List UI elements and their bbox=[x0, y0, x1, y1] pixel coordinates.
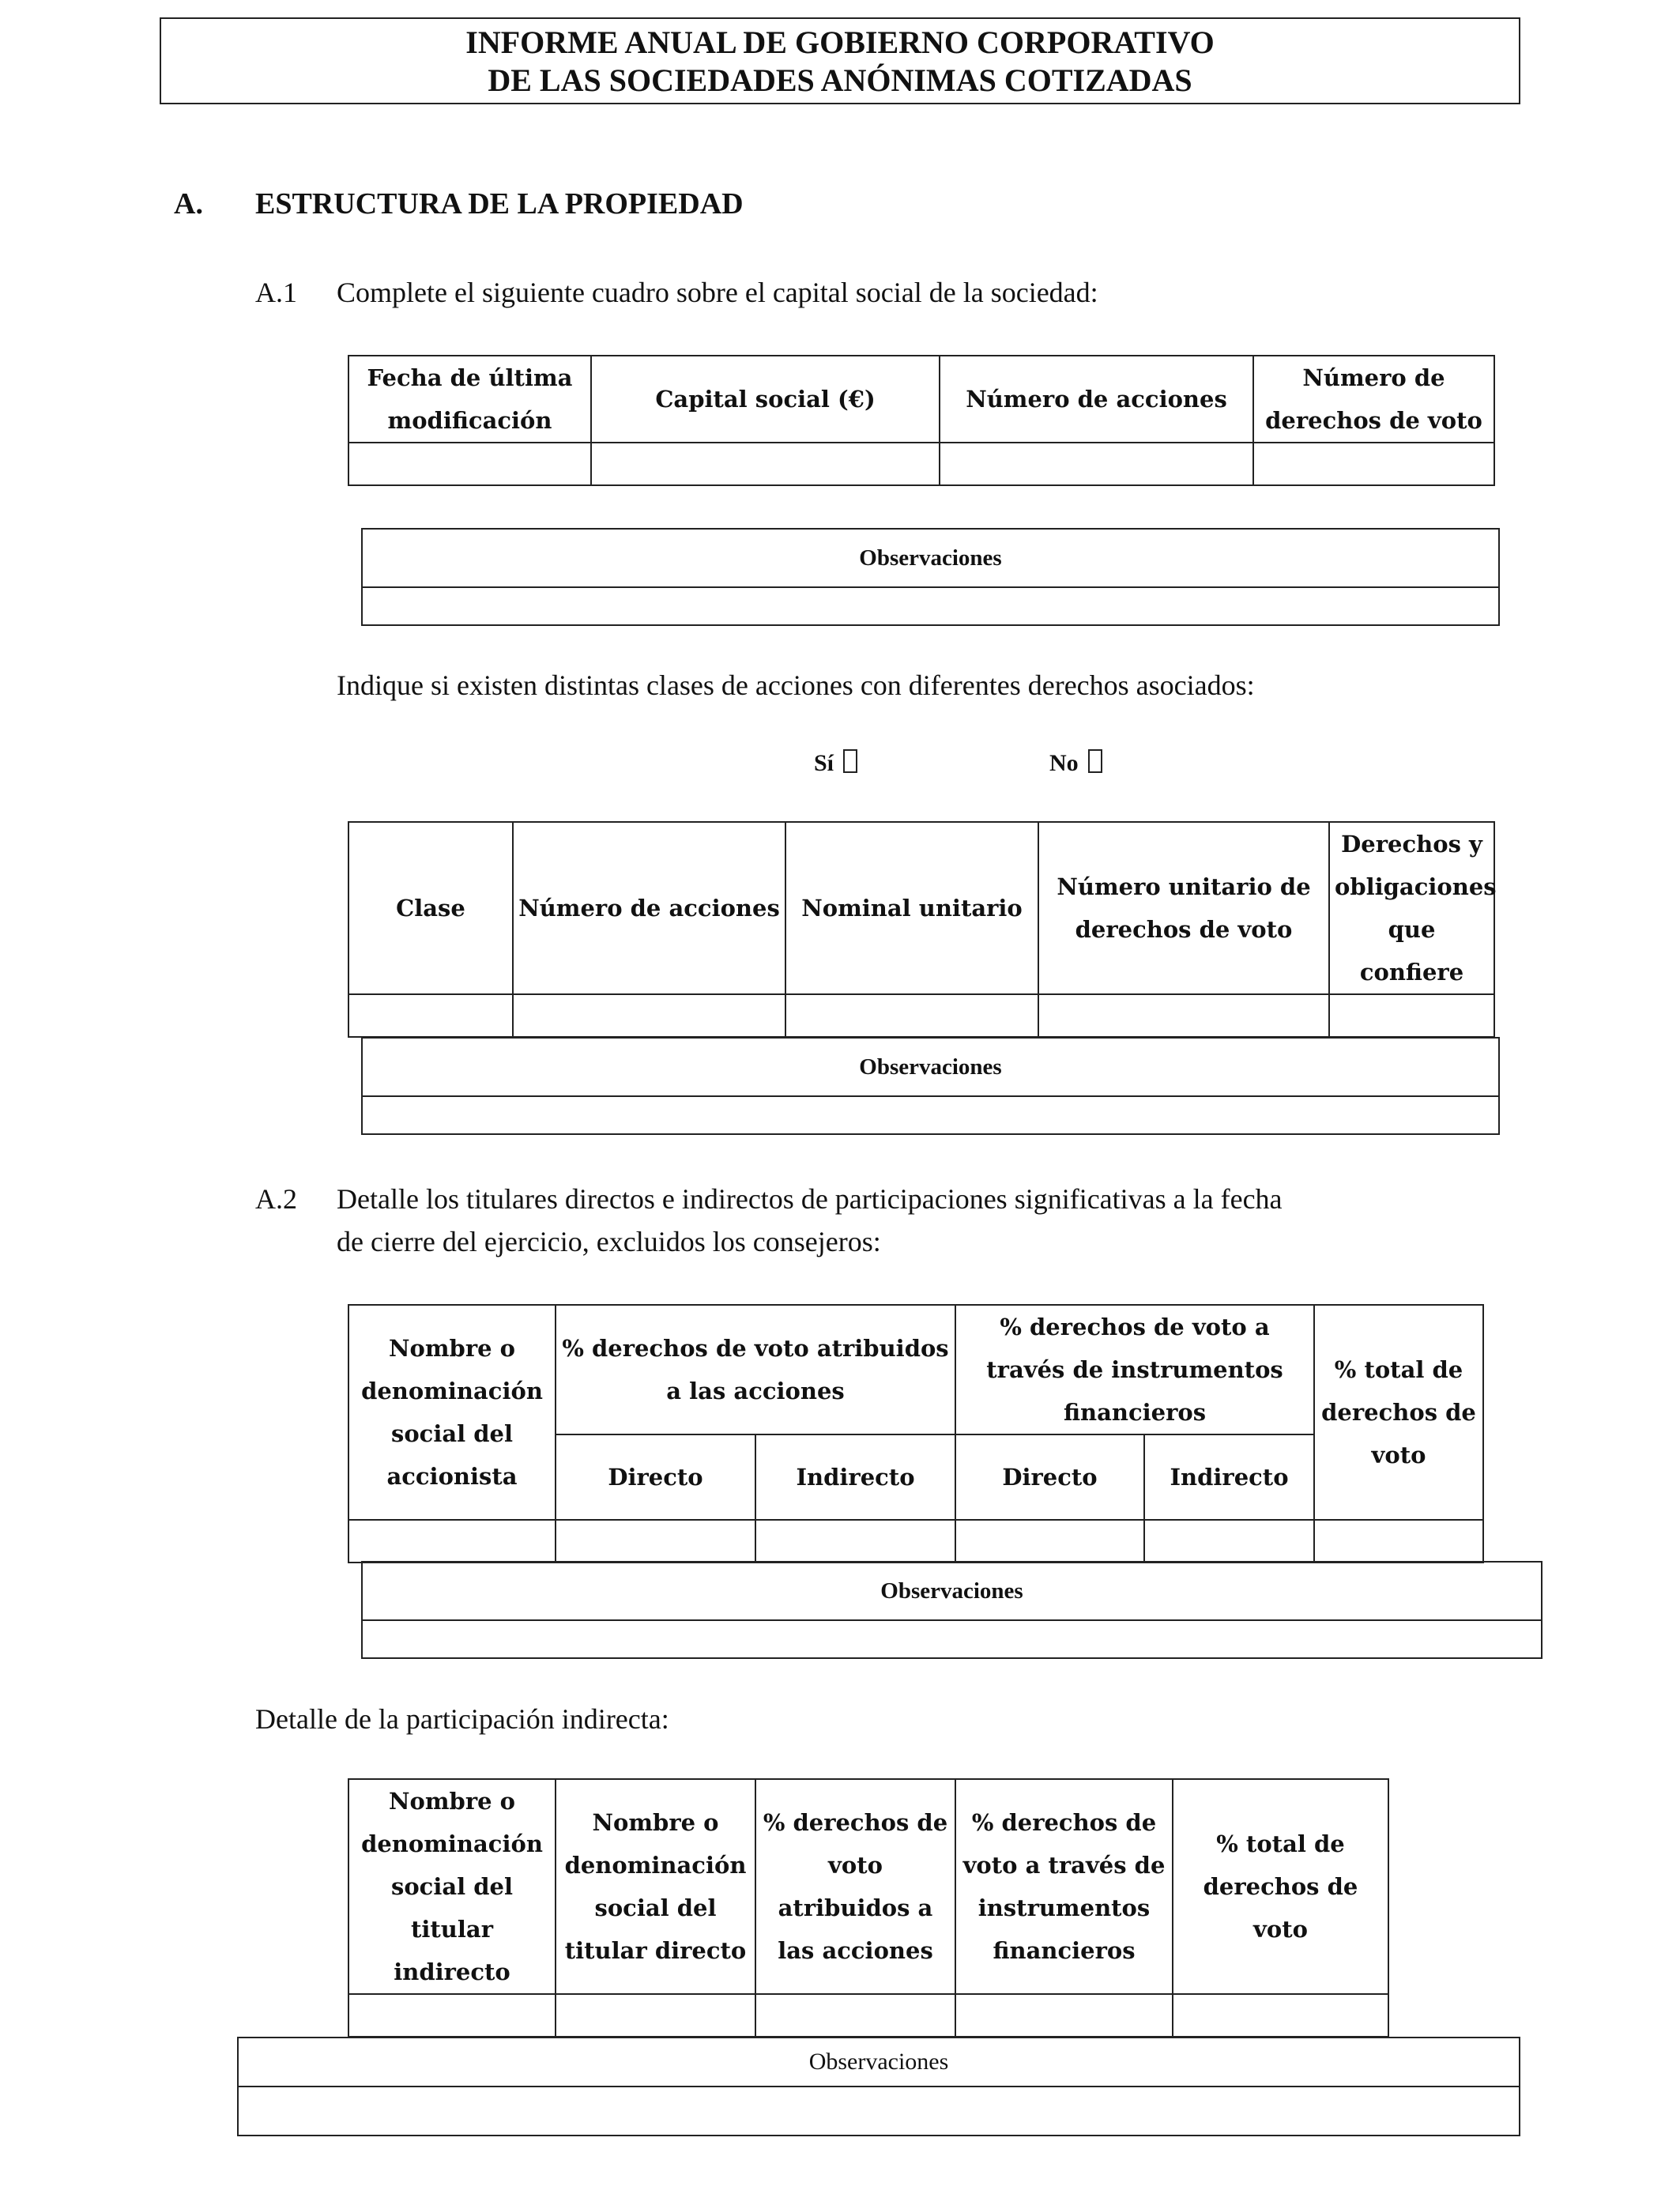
report-title-line1: INFORME ANUAL DE GOBIERNO CORPORATIVO bbox=[465, 25, 1215, 60]
a2-instruction-line2: de cierre del ejercicio, excluidos los consejeros: bbox=[337, 1226, 881, 1257]
indirect-participation-heading: Detalle de la participación indirecta: bbox=[255, 1703, 669, 1735]
classes-col-nominal: Nominal unitario bbox=[785, 822, 1038, 994]
capital-cell-date[interactable] bbox=[348, 443, 591, 485]
classes-cell-nominal[interactable] bbox=[785, 994, 1038, 1037]
indirect-cell-direct-holder[interactable] bbox=[556, 1994, 755, 2037]
observaciones-label: Observaciones bbox=[362, 1038, 1499, 1096]
indirect-col-instruments: % derechos de voto a través de instrumentos financieros bbox=[955, 1779, 1173, 1994]
holdings-col-name: Nombre o denominación social del accionista bbox=[348, 1305, 556, 1520]
capital-col-shares: Número de acciones bbox=[940, 356, 1253, 443]
classes-col-class: Clase bbox=[348, 822, 513, 994]
observaciones-field[interactable] bbox=[362, 587, 1499, 625]
capital-col-votes: Número de derechos de voto bbox=[1253, 356, 1494, 443]
classes-cell-shares[interactable] bbox=[513, 994, 785, 1037]
capital-cell-votes[interactable] bbox=[1253, 443, 1494, 485]
holdings-col-instruments-group: % derechos de voto a través de instrumentos financieros bbox=[955, 1305, 1314, 1434]
holdings-col-instr-direct: Directo bbox=[955, 1434, 1144, 1520]
no-checkbox-icon[interactable] bbox=[1088, 749, 1102, 773]
holdings-col-shares-group: % derechos de voto atribuidos a las acciones bbox=[556, 1305, 955, 1434]
classes-col-shares: Número de acciones bbox=[513, 822, 785, 994]
holdings-cell-instr-indirect[interactable] bbox=[1144, 1520, 1314, 1563]
significant-holdings-table bbox=[348, 1304, 1484, 1563]
section-number: A. bbox=[174, 187, 203, 221]
no-label: No bbox=[1049, 750, 1079, 776]
classes-question: Indique si existen distintas clases de acciones con diferentes derechos asociados: bbox=[337, 669, 1255, 701]
section-title: ESTRUCTURA DE LA PROPIEDAD bbox=[255, 187, 744, 221]
classes-table bbox=[348, 821, 1495, 1038]
indirect-cell-shares[interactable] bbox=[755, 1994, 955, 2037]
indirect-col-total: % total de derechos de voto bbox=[1173, 1779, 1388, 1994]
holdings-cell-total[interactable] bbox=[1314, 1520, 1483, 1563]
indirect-col-direct-holder: Nombre o denominación social del titular directo bbox=[556, 1779, 755, 1994]
a2-instruction-line1: Detalle los titulares directos e indirectos de participaciones significativas a la fecha bbox=[337, 1183, 1283, 1215]
classes-col-votes: Número unitario de derechos de voto bbox=[1038, 822, 1329, 994]
capital-col-capital: Capital social (€) bbox=[591, 356, 940, 443]
observaciones-label: Observaciones bbox=[362, 1562, 1542, 1620]
observaciones-label: Observaciones bbox=[238, 2038, 1520, 2087]
yes-option[interactable] bbox=[814, 749, 857, 777]
yes-label: Sí bbox=[814, 750, 834, 776]
indirect-col-shares: % derechos de voto atribuidos a las acciones bbox=[755, 1779, 955, 1994]
classes-cell-class[interactable] bbox=[348, 994, 513, 1037]
yes-checkbox-icon[interactable] bbox=[843, 749, 857, 773]
holdings-cell-shares-indirect[interactable] bbox=[755, 1520, 955, 1563]
observaciones-table-4 bbox=[237, 2037, 1520, 2136]
indirect-cell-indirect-holder[interactable] bbox=[348, 1994, 556, 2037]
observaciones-table-2 bbox=[361, 1037, 1500, 1135]
observaciones-label: Observaciones bbox=[362, 529, 1499, 587]
classes-cell-votes[interactable] bbox=[1038, 994, 1329, 1037]
holdings-col-total: % total de derechos de voto bbox=[1314, 1305, 1483, 1520]
holdings-cell-shares-direct[interactable] bbox=[556, 1520, 755, 1563]
report-title-line2: DE LAS SOCIEDADES ANÓNIMAS COTIZADAS bbox=[488, 62, 1192, 98]
capital-cell-shares[interactable] bbox=[940, 443, 1253, 485]
classes-cell-rights[interactable] bbox=[1329, 994, 1494, 1037]
holdings-col-shares-direct: Directo bbox=[556, 1434, 755, 1520]
indirect-participation-table bbox=[348, 1778, 1389, 2038]
holdings-col-instr-indirect: Indirecto bbox=[1144, 1434, 1314, 1520]
no-option[interactable] bbox=[1049, 749, 1102, 777]
classes-col-rights: Derechos y obligaciones que confiere bbox=[1329, 822, 1494, 994]
capital-cell-capital[interactable] bbox=[591, 443, 940, 485]
holdings-col-shares-indirect: Indirecto bbox=[755, 1434, 955, 1520]
report-title-box bbox=[160, 17, 1520, 104]
observaciones-field[interactable] bbox=[362, 1620, 1542, 1658]
capital-table bbox=[348, 355, 1495, 486]
a1-instruction: Complete el siguiente cuadro sobre el capital social de la sociedad: bbox=[337, 277, 1098, 308]
indirect-cell-instruments[interactable] bbox=[955, 1994, 1173, 2037]
observaciones-table-3 bbox=[361, 1561, 1543, 1659]
capital-col-date: Fecha de última modificación bbox=[348, 356, 591, 443]
indirect-col-indirect-holder: Nombre o denominación social del titular indirecto bbox=[348, 1779, 556, 1994]
observaciones-table-1 bbox=[361, 528, 1500, 626]
a1-number: A.1 bbox=[255, 277, 297, 308]
a2-instruction bbox=[337, 1178, 1506, 1263]
indirect-cell-total[interactable] bbox=[1173, 1994, 1388, 2037]
observaciones-field[interactable] bbox=[362, 1096, 1499, 1134]
holdings-cell-instr-direct[interactable] bbox=[955, 1520, 1144, 1563]
holdings-cell-name[interactable] bbox=[348, 1520, 556, 1563]
observaciones-field[interactable] bbox=[238, 2087, 1520, 2136]
a2-number: A.2 bbox=[255, 1183, 297, 1215]
